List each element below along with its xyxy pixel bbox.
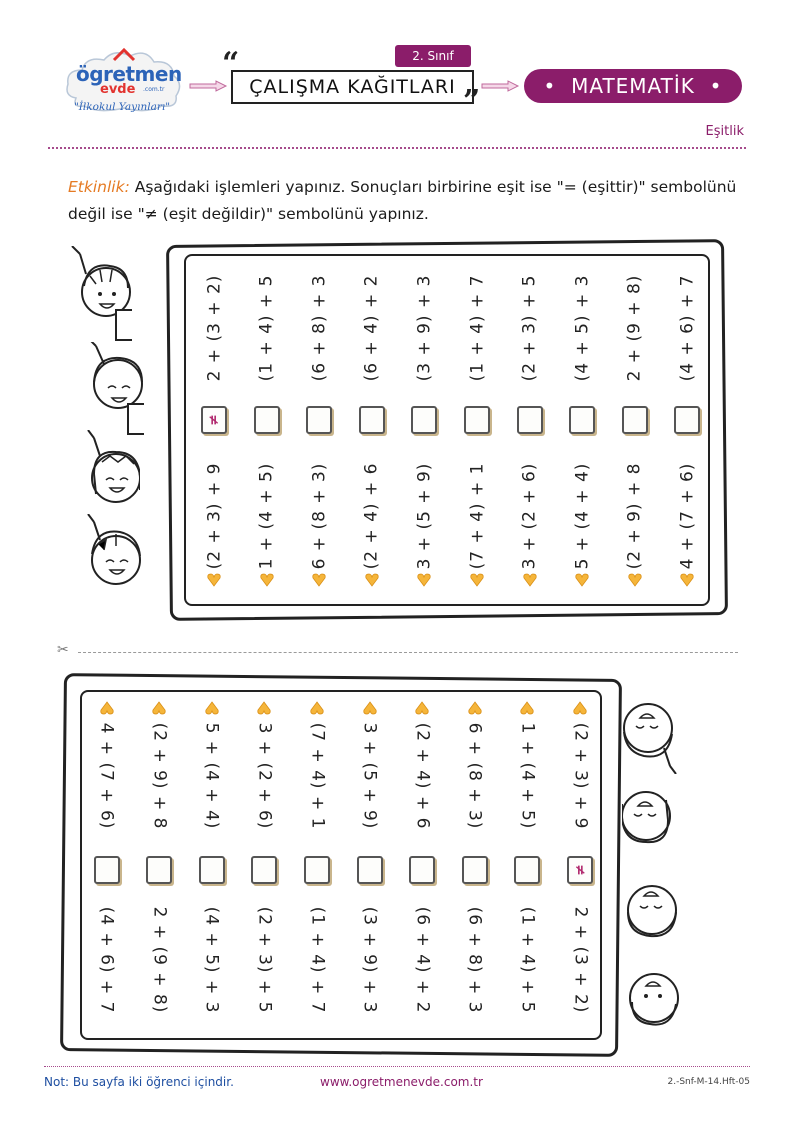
expression-text: (1 + 4) + 5 [256,274,277,382]
expression-text: (6 + 4) + 2 [361,274,382,382]
child-illustration [622,764,688,864]
expression-right [451,896,499,1024]
expression-text: (1 + 4) + 7 [467,274,488,382]
heart-icon [188,700,236,716]
expression-left [663,452,711,580]
answer-slot [400,404,448,436]
expression-text: (1 + 4) + 7 [307,906,328,1014]
quote-close-icon: ” [463,84,481,119]
answer-box[interactable] [517,406,543,434]
expression-left [240,712,288,840]
expression-text: (6 + 8) + 3 [309,274,330,382]
subject-label: MATEMATİK [571,74,695,98]
logo-text: ögretmen [76,62,182,86]
expression-text: (2 + 3) + 9 [204,462,225,570]
answer-box[interactable] [201,406,227,434]
answer-box[interactable] [411,406,437,434]
answer-slot [295,404,343,436]
answer-box[interactable] [567,856,593,884]
answer-slot [558,404,606,436]
expression-text: (2 + 3) + 5 [254,906,275,1014]
topic-label: Eşitlik [705,124,744,139]
answer-slot [398,854,446,886]
expression-right [348,264,396,392]
subject-badge [524,69,742,103]
expression-right [293,896,341,1024]
expression-left [400,452,448,580]
child-illustration [76,514,142,614]
expression-left [295,452,343,580]
answer-slot [135,854,183,886]
footer-url: www.ogretmenevde.com.tr [320,1075,483,1089]
expression-text: (2 + 3) + 5 [519,274,540,382]
expression-text: (2 + 4) + 6 [412,722,433,830]
heart-icon [453,572,501,588]
expression-text: 6 + (8 + 3) [464,722,485,830]
heart-icon [346,700,394,716]
arrow-right-icon [188,80,228,92]
answer-box[interactable] [251,856,277,884]
expression-text: 2 + (9 + 8) [624,274,645,382]
heart-icon [135,700,183,716]
expression-right [453,264,501,392]
expression-left [83,712,131,840]
heart-icon [503,700,551,716]
expression-text: (3 + 9) + 3 [359,906,380,1014]
answer-box[interactable] [462,856,488,884]
answer-box[interactable] [514,856,540,884]
heart-icon [400,572,448,588]
heart-icon [295,572,343,588]
answer-box[interactable] [674,406,700,434]
expression-left [188,712,236,840]
expression-left [293,712,341,840]
heart-icon [190,572,238,588]
expression-text: (6 + 4) + 2 [412,906,433,1014]
heart-icon [83,700,131,716]
child-illustration [78,342,144,442]
expression-text: (2 + 9) + 8 [624,462,645,570]
expression-left [243,452,291,580]
heart-icon [240,700,288,716]
expression-text: 5 + (4 + 4) [201,722,222,830]
expression-text: 5 + (4 + 4) [572,462,593,570]
expression-left [611,452,659,580]
expression-text: 3 + (5 + 9) [359,722,380,830]
activity-label: Etkinlik: [68,178,130,196]
expression-text: (3 + 9) + 3 [414,274,435,382]
answer-slot [506,404,554,436]
answer-slot [190,404,238,436]
heart-icon [348,572,396,588]
answer-slot [346,854,394,886]
expression-right [135,896,183,1024]
answer-box[interactable] [146,856,172,884]
expression-left [503,712,551,840]
answer-slot [240,854,288,886]
bullet-icon: • [543,74,557,98]
expression-text: (7 + 4) + 1 [307,722,328,830]
heart-icon [293,700,341,716]
expression-right [346,896,394,1024]
answer-slot [611,404,659,436]
child-illustration [626,852,692,952]
expression-right [188,896,236,1024]
expression-text: 2 + (9 + 8) [149,906,170,1014]
grade-badge: 2. Sınıf [395,45,471,67]
heart-icon [398,700,446,716]
heart-icon [558,572,606,588]
divider [48,147,746,149]
answer-slot [453,404,501,436]
expression-text: 2 + (3 + 2) [204,274,225,382]
expression-text: (6 + 8) + 3 [464,906,485,1014]
expression-right [558,264,606,392]
expression-text: 6 + (8 + 3) [309,462,330,570]
answer-slot [556,854,604,886]
answer-symbol: ≠ [205,414,222,426]
answer-box[interactable] [357,856,383,884]
expression-text: 3 + (5 + 9) [414,462,435,570]
answer-box[interactable] [254,406,280,434]
answer-slot [663,404,711,436]
answer-box[interactable] [464,406,490,434]
answer-slot [83,854,131,886]
child-illustration [622,674,688,774]
expression-text: 4 + (7 + 6) [677,462,698,570]
expression-text: 4 + (7 + 6) [96,722,117,830]
expression-left [506,452,554,580]
expression-right [663,264,711,392]
answer-slot [293,854,341,886]
expression-text: 1 + (4 + 5) [256,462,277,570]
bullet-icon: • [709,74,723,98]
expression-right [83,896,131,1024]
expression-left [556,712,604,840]
footer-code: 2.-Snf-M-14.Hft-05 [667,1077,750,1087]
heart-icon [663,572,711,588]
heart-icon [243,572,291,588]
answer-slot [451,854,499,886]
expression-right [240,896,288,1024]
expression-right [295,264,343,392]
footer-note: Not: Bu sayfa iki öğrenci içindir. [44,1075,234,1089]
expression-text: (4 + 5) + 3 [572,274,593,382]
child-illustration [628,944,694,1044]
expression-right [506,264,554,392]
answer-box[interactable] [199,856,225,884]
expression-left [453,452,501,580]
answer-slot [348,404,396,436]
answer-box[interactable] [409,856,435,884]
quote-open-icon: “ [222,46,240,81]
answer-box[interactable] [622,406,648,434]
cut-line [78,652,738,653]
expression-left [398,712,446,840]
expression-right [400,264,448,392]
page-title: ÇALIŞMA KAĞITLARI [249,76,456,98]
expression-text: (1 + 4) + 5 [517,906,538,1014]
expression-left [135,712,183,840]
footer-divider [44,1066,750,1067]
logo-domain: .com.tr [143,86,165,93]
expression-left [190,452,238,580]
answer-box[interactable] [94,856,120,884]
expression-right [243,264,291,392]
heart-icon [506,572,554,588]
expression-text: (2 + 3) + 9 [570,722,591,830]
answer-slot [243,404,291,436]
expression-text: (2 + 9) + 8 [149,722,170,830]
expression-text: (7 + 4) + 1 [467,462,488,570]
expression-left [451,712,499,840]
expression-left [558,452,606,580]
expression-text: (4 + 6) + 7 [677,274,698,382]
expression-left [348,452,396,580]
answer-box[interactable] [569,406,595,434]
child-illustration [66,246,132,346]
instructions-text: Aşağıdaki işlemleri yapınız. Sonuçları birbirine eşit ise "= (eşittir)" sembolünü değil ise "≠ (eşit değildir)" sembolünü yapınız. [68,178,737,223]
heart-icon [611,572,659,588]
expression-text: 2 + (3 + 2) [570,906,591,1014]
expression-text: 3 + (2 + 6) [519,462,540,570]
expression-text: (2 + 4) + 6 [361,462,382,570]
expression-right [398,896,446,1024]
expression-text: (4 + 5) + 3 [201,906,222,1014]
expression-text: 3 + (2 + 6) [254,722,275,830]
expression-right [503,896,551,1024]
logo-subtitle: "İlkokul Yayınları" [73,101,171,113]
logo-evde: evde [100,82,136,97]
heart-icon [556,700,604,716]
scissors-icon: ✂ [57,642,69,658]
expression-right [556,896,604,1024]
heart-icon [451,700,499,716]
expression-right [190,264,238,392]
arrow-right-icon [480,80,520,92]
expression-right [611,264,659,392]
expression-text: 1 + (4 + 5) [517,722,538,830]
answer-slot [188,854,236,886]
answer-box[interactable] [359,406,385,434]
answer-slot [503,854,551,886]
answer-symbol: ≠ [571,864,588,876]
instructions [68,174,748,228]
answer-box[interactable] [304,856,330,884]
expression-left [346,712,394,840]
answer-box[interactable] [306,406,332,434]
expression-text: (4 + 6) + 7 [96,906,117,1014]
